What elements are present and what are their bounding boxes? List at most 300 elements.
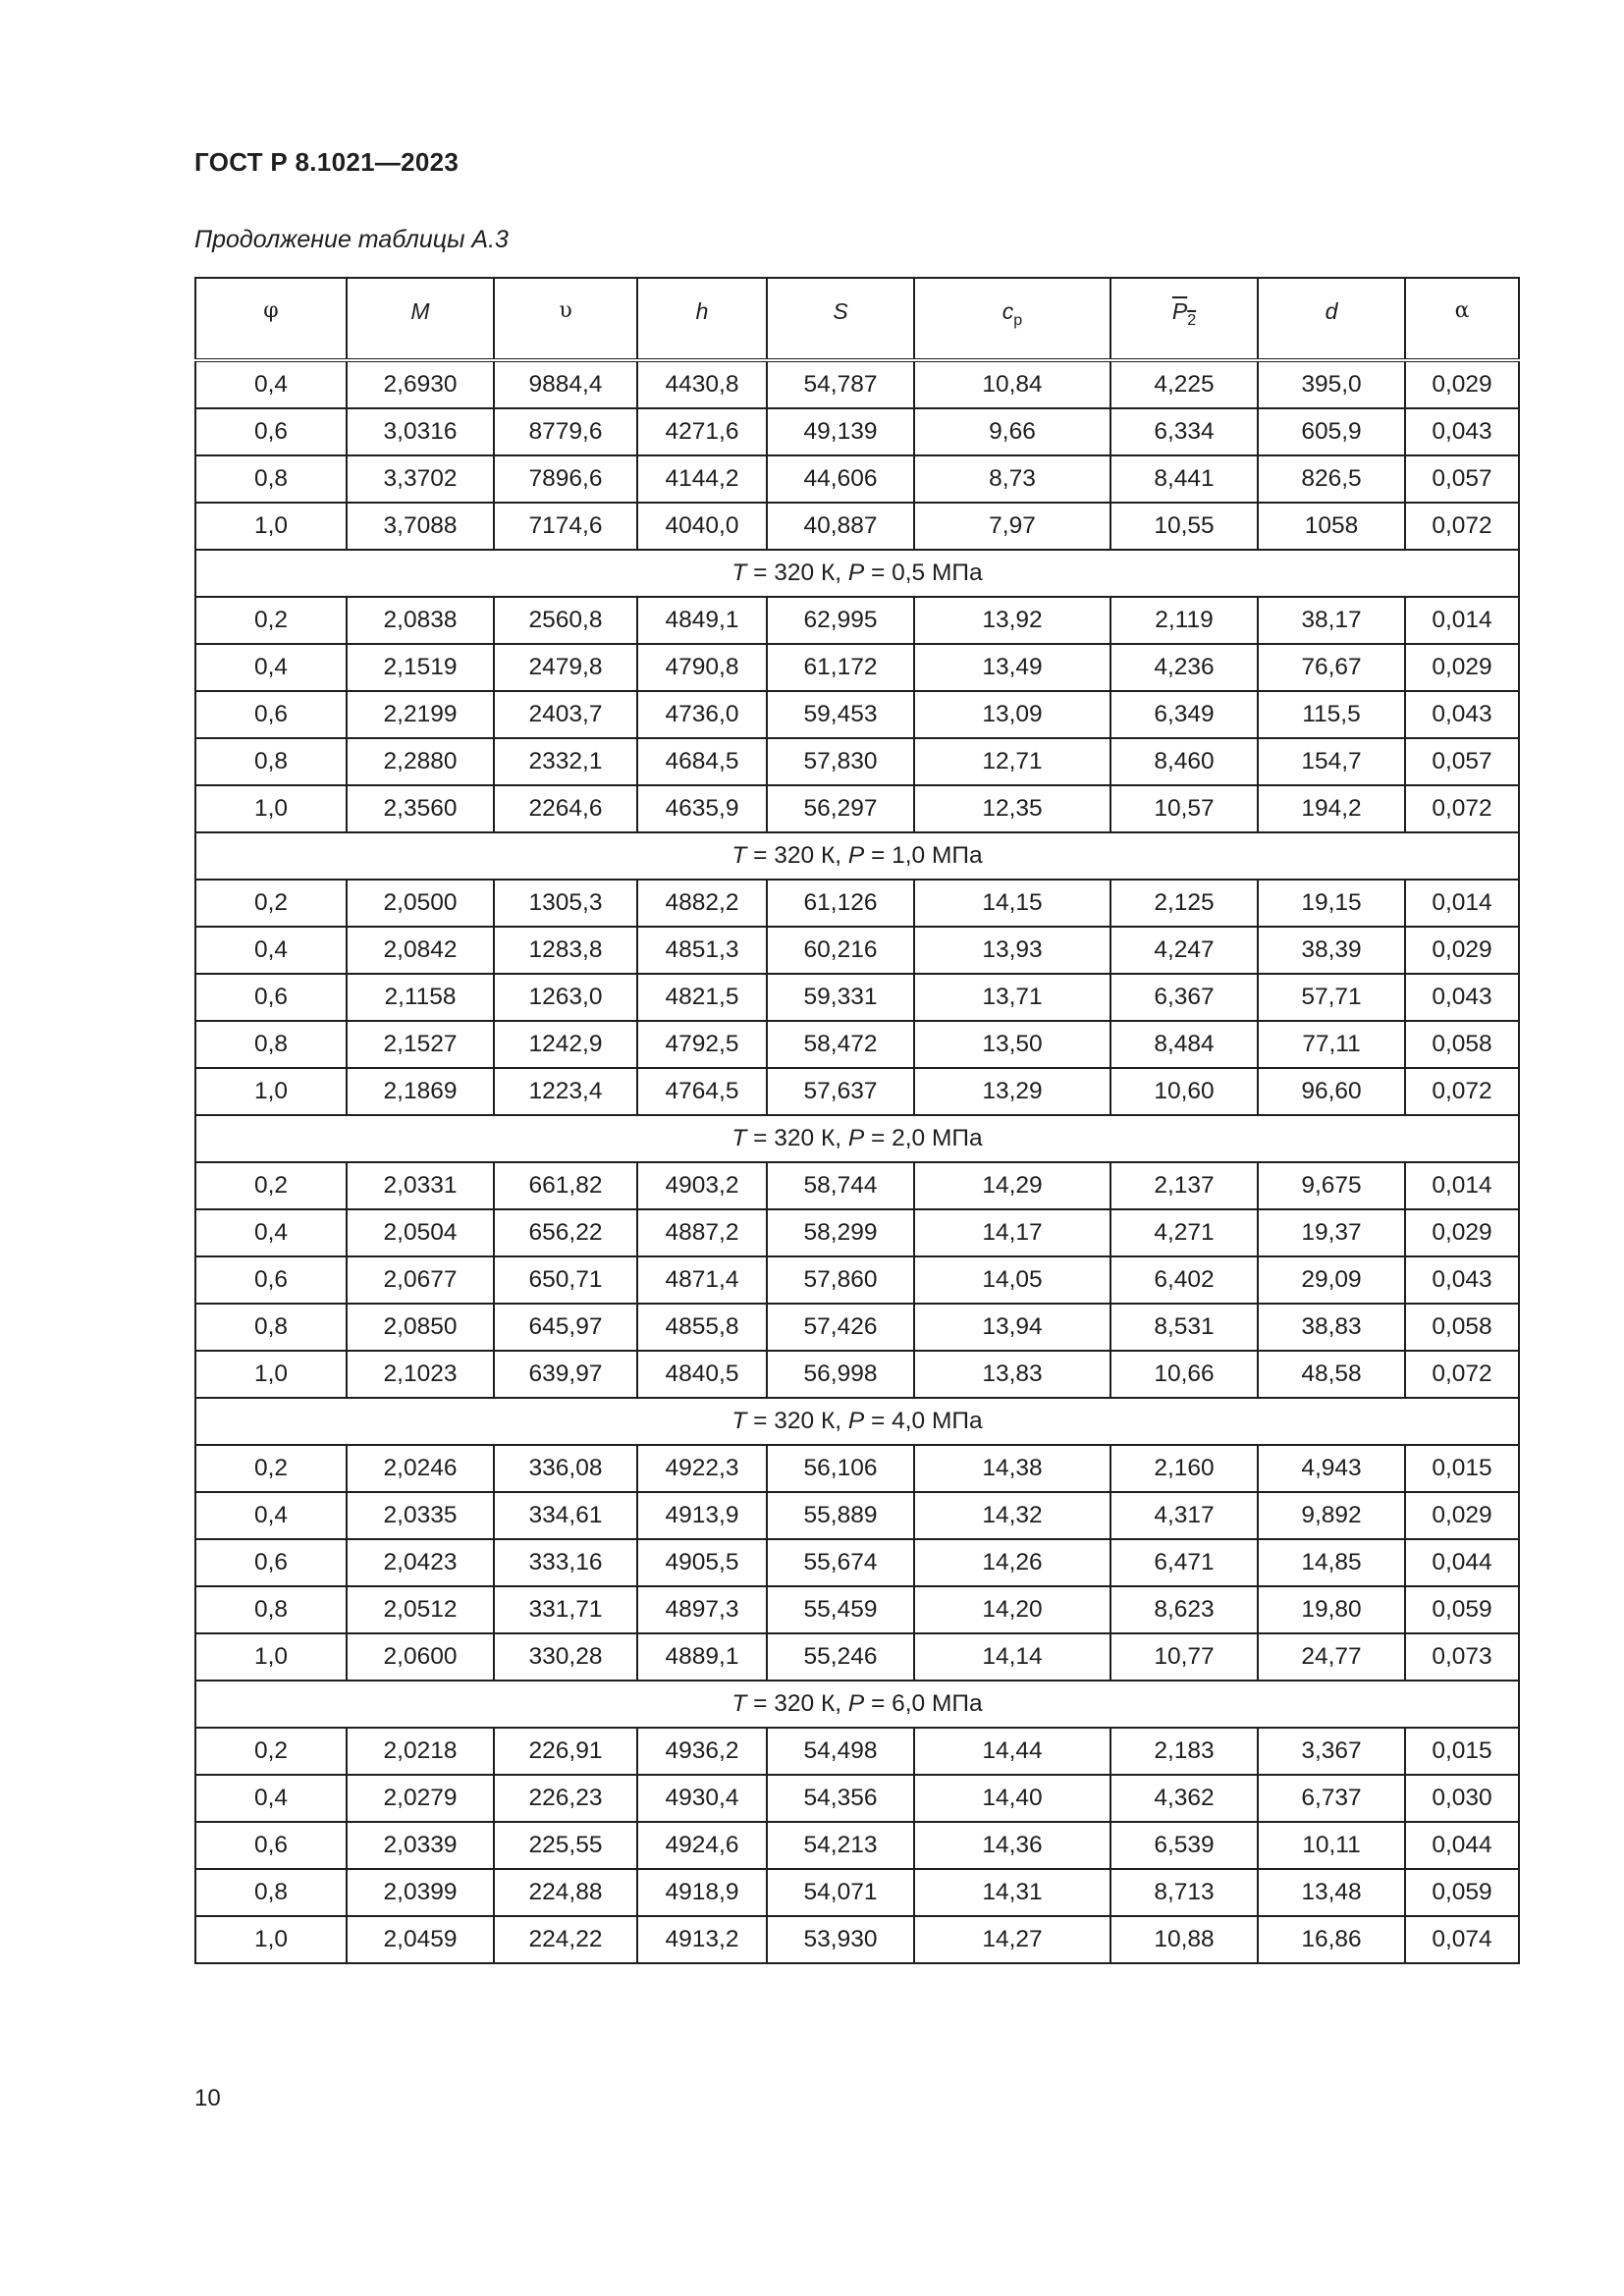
table-row xyxy=(195,1775,1519,1822)
column-header-h xyxy=(637,278,767,360)
cell-P2: 4,247 xyxy=(1110,927,1258,974)
cell-d: 19,37 xyxy=(1258,1209,1405,1256)
cell-cp: 14,17 xyxy=(914,1209,1110,1256)
cell-S: 56,106 xyxy=(767,1445,914,1492)
cell-P2: 10,77 xyxy=(1110,1633,1258,1681)
cell-P2: 2,137 xyxy=(1110,1162,1258,1209)
cell-v: 224,22 xyxy=(494,1916,637,1963)
cell-P2: 10,57 xyxy=(1110,785,1258,832)
cell-P2: 4,271 xyxy=(1110,1209,1258,1256)
cell-cp: 9,66 xyxy=(914,408,1110,455)
cell-P2: 8,441 xyxy=(1110,455,1258,503)
cell-v: 334,61 xyxy=(494,1492,637,1539)
cell-phi: 0,6 xyxy=(195,1539,347,1586)
cell-cp: 13,92 xyxy=(914,597,1110,644)
cell-h: 4871,4 xyxy=(637,1256,767,1304)
cell-P2: 10,88 xyxy=(1110,1916,1258,1963)
cell-phi: 0,8 xyxy=(195,1304,347,1351)
cell-cp: 14,27 xyxy=(914,1916,1110,1963)
cell-h: 4889,1 xyxy=(637,1633,767,1681)
column-header-subscript: 2 xyxy=(1187,312,1197,329)
cell-alpha: 0,044 xyxy=(1405,1822,1519,1869)
cell-d: 76,67 xyxy=(1258,644,1405,691)
cell-cp: 12,71 xyxy=(914,738,1110,785)
cell-phi: 0,4 xyxy=(195,1209,347,1256)
cell-v: 226,91 xyxy=(494,1728,637,1775)
table-row xyxy=(195,1068,1519,1115)
cell-cp: 14,31 xyxy=(914,1869,1110,1916)
group-header-cell: T = 320 К, P = 2,0 МПа xyxy=(195,1115,1519,1162)
cell-P2: 6,334 xyxy=(1110,408,1258,455)
cell-alpha: 0,057 xyxy=(1405,455,1519,503)
cell-phi: 0,6 xyxy=(195,1822,347,1869)
group-header-row xyxy=(195,832,1519,880)
table-row xyxy=(195,1256,1519,1304)
page-number: 10 xyxy=(194,2085,221,2111)
cell-cp: 13,71 xyxy=(914,974,1110,1021)
cell-M: 2,0850 xyxy=(347,1304,494,1351)
cell-M: 2,1158 xyxy=(347,974,494,1021)
cell-d: 154,7 xyxy=(1258,738,1405,785)
cell-M: 2,0246 xyxy=(347,1445,494,1492)
cell-P2: 2,160 xyxy=(1110,1445,1258,1492)
cell-alpha: 0,043 xyxy=(1405,691,1519,738)
cell-cp: 14,20 xyxy=(914,1586,1110,1633)
cell-h: 4851,3 xyxy=(637,927,767,974)
cell-alpha: 0,029 xyxy=(1405,644,1519,691)
cell-v: 8779,6 xyxy=(494,408,637,455)
cell-phi: 0,4 xyxy=(195,644,347,691)
cell-P2: 10,55 xyxy=(1110,503,1258,550)
cell-alpha: 0,014 xyxy=(1405,880,1519,927)
cell-alpha: 0,029 xyxy=(1405,360,1519,408)
cell-cp: 13,50 xyxy=(914,1021,1110,1068)
cell-phi: 1,0 xyxy=(195,1068,347,1115)
cell-v: 336,08 xyxy=(494,1445,637,1492)
table-row xyxy=(195,1492,1519,1539)
table-row xyxy=(195,785,1519,832)
cell-d: 19,15 xyxy=(1258,880,1405,927)
cell-phi: 1,0 xyxy=(195,1916,347,1963)
table-body xyxy=(195,360,1519,1963)
cell-cp: 14,14 xyxy=(914,1633,1110,1681)
cell-M: 2,1527 xyxy=(347,1021,494,1068)
cell-P2: 10,60 xyxy=(1110,1068,1258,1115)
cell-d: 6,737 xyxy=(1258,1775,1405,1822)
cell-M: 2,1023 xyxy=(347,1351,494,1398)
cell-alpha: 0,015 xyxy=(1405,1728,1519,1775)
cell-M: 2,0504 xyxy=(347,1209,494,1256)
document-header: ГОСТ Р 8.1021—2023 xyxy=(194,147,460,177)
cell-d: 395,0 xyxy=(1258,360,1405,408)
cell-d: 77,11 xyxy=(1258,1021,1405,1068)
cell-S: 49,139 xyxy=(767,408,914,455)
cell-alpha: 0,059 xyxy=(1405,1586,1519,1633)
cell-M: 2,3560 xyxy=(347,785,494,832)
cell-S: 58,744 xyxy=(767,1162,914,1209)
cell-S: 54,498 xyxy=(767,1728,914,1775)
cell-d: 3,367 xyxy=(1258,1728,1405,1775)
cell-v: 226,23 xyxy=(494,1775,637,1822)
cell-cp: 13,93 xyxy=(914,927,1110,974)
cell-M: 2,0423 xyxy=(347,1539,494,1586)
cell-d: 13,48 xyxy=(1258,1869,1405,1916)
cell-d: 38,17 xyxy=(1258,597,1405,644)
table-row xyxy=(195,360,1519,408)
cell-P2: 6,349 xyxy=(1110,691,1258,738)
cell-h: 4764,5 xyxy=(637,1068,767,1115)
cell-S: 57,860 xyxy=(767,1256,914,1304)
column-header-cp xyxy=(914,278,1110,360)
cell-h: 4792,5 xyxy=(637,1021,767,1068)
cell-cp: 14,29 xyxy=(914,1162,1110,1209)
cell-d: 10,11 xyxy=(1258,1822,1405,1869)
cell-M: 2,2199 xyxy=(347,691,494,738)
cell-alpha: 0,058 xyxy=(1405,1021,1519,1068)
cell-phi: 0,2 xyxy=(195,880,347,927)
column-header-alpha xyxy=(1405,278,1519,360)
cell-S: 59,331 xyxy=(767,974,914,1021)
table-row xyxy=(195,1539,1519,1586)
cell-h: 4684,5 xyxy=(637,738,767,785)
cell-cp: 13,09 xyxy=(914,691,1110,738)
cell-cp: 14,36 xyxy=(914,1822,1110,1869)
column-header-phi xyxy=(195,278,347,360)
cell-alpha: 0,015 xyxy=(1405,1445,1519,1492)
table-row xyxy=(195,1633,1519,1681)
column-header-P2 xyxy=(1110,278,1258,360)
column-header-label: h xyxy=(695,298,709,324)
cell-cp: 14,15 xyxy=(914,880,1110,927)
cell-v: 1223,4 xyxy=(494,1068,637,1115)
cell-d: 605,9 xyxy=(1258,408,1405,455)
cell-S: 55,246 xyxy=(767,1633,914,1681)
group-header-cell: T = 320 К, P = 1,0 МПа xyxy=(195,832,1519,880)
cell-d: 16,86 xyxy=(1258,1916,1405,1963)
cell-S: 54,787 xyxy=(767,360,914,408)
cell-h: 4849,1 xyxy=(637,597,767,644)
cell-d: 96,60 xyxy=(1258,1068,1405,1115)
cell-P2: 8,460 xyxy=(1110,738,1258,785)
cell-S: 54,356 xyxy=(767,1775,914,1822)
cell-M: 2,0339 xyxy=(347,1822,494,1869)
cell-alpha: 0,072 xyxy=(1405,785,1519,832)
cell-alpha: 0,029 xyxy=(1405,1492,1519,1539)
table-row xyxy=(195,1351,1519,1398)
cell-cp: 14,26 xyxy=(914,1539,1110,1586)
cell-S: 54,071 xyxy=(767,1869,914,1916)
group-header-row xyxy=(195,1115,1519,1162)
group-header-row xyxy=(195,550,1519,597)
cell-v: 2560,8 xyxy=(494,597,637,644)
table-row xyxy=(195,1916,1519,1963)
variable-symbol: T xyxy=(731,560,747,586)
cell-M: 3,0316 xyxy=(347,408,494,455)
cell-alpha: 0,029 xyxy=(1405,1209,1519,1256)
variable-symbol: T xyxy=(731,1408,747,1434)
cell-M: 2,2880 xyxy=(347,738,494,785)
cell-v: 1242,9 xyxy=(494,1021,637,1068)
cell-h: 4924,6 xyxy=(637,1822,767,1869)
variable-symbol: T xyxy=(731,842,747,869)
cell-P2: 2,125 xyxy=(1110,880,1258,927)
cell-alpha: 0,044 xyxy=(1405,1539,1519,1586)
table-row xyxy=(195,1822,1519,1869)
cell-M: 2,0399 xyxy=(347,1869,494,1916)
cell-alpha: 0,043 xyxy=(1405,974,1519,1021)
cell-P2: 8,531 xyxy=(1110,1304,1258,1351)
cell-P2: 4,362 xyxy=(1110,1775,1258,1822)
column-header-label: P xyxy=(1171,298,1188,324)
table-row xyxy=(195,927,1519,974)
table-row xyxy=(195,1445,1519,1492)
cell-P2: 6,402 xyxy=(1110,1256,1258,1304)
cell-P2: 4,236 xyxy=(1110,644,1258,691)
cell-v: 1283,8 xyxy=(494,927,637,974)
cell-v: 650,71 xyxy=(494,1256,637,1304)
cell-M: 2,0500 xyxy=(347,880,494,927)
variable-symbol: P xyxy=(847,1408,865,1434)
cell-h: 4882,2 xyxy=(637,880,767,927)
cell-alpha: 0,043 xyxy=(1405,1256,1519,1304)
table-row xyxy=(195,880,1519,927)
variable-symbol: P xyxy=(847,560,865,586)
table-row xyxy=(195,1304,1519,1351)
cell-S: 44,606 xyxy=(767,455,914,503)
cell-S: 53,930 xyxy=(767,1916,914,1963)
cell-h: 4897,3 xyxy=(637,1586,767,1633)
column-header-S xyxy=(767,278,914,360)
group-header-cell: T = 320 К, P = 6,0 МПа xyxy=(195,1681,1519,1728)
cell-phi: 1,0 xyxy=(195,1351,347,1398)
cell-d: 115,5 xyxy=(1258,691,1405,738)
cell-v: 330,28 xyxy=(494,1633,637,1681)
cell-M: 2,0512 xyxy=(347,1586,494,1633)
cell-cp: 14,32 xyxy=(914,1492,1110,1539)
cell-S: 61,126 xyxy=(767,880,914,927)
cell-h: 4144,2 xyxy=(637,455,767,503)
cell-P2: 4,317 xyxy=(1110,1492,1258,1539)
cell-phi: 0,8 xyxy=(195,1021,347,1068)
cell-phi: 0,2 xyxy=(195,1728,347,1775)
column-header-label: υ xyxy=(559,298,572,323)
table-row xyxy=(195,974,1519,1021)
cell-h: 4913,9 xyxy=(637,1492,767,1539)
cell-M: 2,1519 xyxy=(347,644,494,691)
group-header-row xyxy=(195,1398,1519,1445)
cell-S: 56,998 xyxy=(767,1351,914,1398)
cell-cp: 13,29 xyxy=(914,1068,1110,1115)
cell-v: 9884,4 xyxy=(494,360,637,408)
cell-v: 2479,8 xyxy=(494,644,637,691)
cell-phi: 0,4 xyxy=(195,1492,347,1539)
table-caption: Продолжение таблицы А.3 xyxy=(194,226,509,253)
cell-cp: 7,97 xyxy=(914,503,1110,550)
cell-h: 4271,6 xyxy=(637,408,767,455)
cell-v: 224,88 xyxy=(494,1869,637,1916)
table-row xyxy=(195,1209,1519,1256)
cell-alpha: 0,073 xyxy=(1405,1633,1519,1681)
cell-d: 194,2 xyxy=(1258,785,1405,832)
cell-h: 4635,9 xyxy=(637,785,767,832)
cell-S: 57,830 xyxy=(767,738,914,785)
cell-P2: 2,183 xyxy=(1110,1728,1258,1775)
cell-phi: 0,6 xyxy=(195,691,347,738)
cell-M: 2,0218 xyxy=(347,1728,494,1775)
cell-v: 2403,7 xyxy=(494,691,637,738)
variable-symbol: T xyxy=(731,1690,747,1717)
cell-P2: 2,119 xyxy=(1110,597,1258,644)
cell-cp: 14,38 xyxy=(914,1445,1110,1492)
cell-M: 2,0331 xyxy=(347,1162,494,1209)
column-header-label: φ xyxy=(263,298,279,323)
table-row xyxy=(195,691,1519,738)
cell-h: 4930,4 xyxy=(637,1775,767,1822)
column-header-label: M xyxy=(410,298,430,324)
column-header-d xyxy=(1258,278,1405,360)
cell-P2: 8,713 xyxy=(1110,1869,1258,1916)
cell-cp: 14,44 xyxy=(914,1728,1110,1775)
cell-S: 62,995 xyxy=(767,597,914,644)
cell-v: 1263,0 xyxy=(494,974,637,1021)
cell-phi: 1,0 xyxy=(195,785,347,832)
cell-S: 57,637 xyxy=(767,1068,914,1115)
table-row xyxy=(195,503,1519,550)
cell-alpha: 0,072 xyxy=(1405,1351,1519,1398)
cell-phi: 0,2 xyxy=(195,597,347,644)
cell-S: 61,172 xyxy=(767,644,914,691)
variable-symbol: P xyxy=(847,842,865,869)
cell-P2: 8,623 xyxy=(1110,1586,1258,1633)
column-header-label: α xyxy=(1454,298,1470,323)
cell-d: 24,77 xyxy=(1258,1633,1405,1681)
column-header-subscript: p xyxy=(1013,312,1023,329)
cell-P2: 10,66 xyxy=(1110,1351,1258,1398)
cell-d: 19,80 xyxy=(1258,1586,1405,1633)
cell-S: 56,297 xyxy=(767,785,914,832)
cell-M: 3,3702 xyxy=(347,455,494,503)
cell-phi: 0,4 xyxy=(195,1775,347,1822)
cell-d: 57,71 xyxy=(1258,974,1405,1021)
cell-alpha: 0,029 xyxy=(1405,927,1519,974)
cell-M: 2,0279 xyxy=(347,1775,494,1822)
cell-h: 4736,0 xyxy=(637,691,767,738)
column-header-label: c xyxy=(1001,298,1014,324)
cell-h: 4840,5 xyxy=(637,1351,767,1398)
cell-S: 55,889 xyxy=(767,1492,914,1539)
cell-phi: 0,2 xyxy=(195,1445,347,1492)
cell-phi: 0,2 xyxy=(195,1162,347,1209)
cell-alpha: 0,058 xyxy=(1405,1304,1519,1351)
table-row xyxy=(195,1162,1519,1209)
cell-d: 4,943 xyxy=(1258,1445,1405,1492)
cell-phi: 0,6 xyxy=(195,974,347,1021)
cell-M: 2,0600 xyxy=(347,1633,494,1681)
table-row xyxy=(195,738,1519,785)
column-header-label: d xyxy=(1325,298,1338,324)
cell-P2: 4,225 xyxy=(1110,360,1258,408)
cell-S: 58,472 xyxy=(767,1021,914,1068)
cell-alpha: 0,014 xyxy=(1405,1162,1519,1209)
overline-wrap xyxy=(1171,298,1197,329)
cell-alpha: 0,072 xyxy=(1405,1068,1519,1115)
cell-S: 55,674 xyxy=(767,1539,914,1586)
cell-v: 661,82 xyxy=(494,1162,637,1209)
cell-d: 826,5 xyxy=(1258,455,1405,503)
cell-S: 40,887 xyxy=(767,503,914,550)
cell-P2: 6,471 xyxy=(1110,1539,1258,1586)
cell-phi: 0,8 xyxy=(195,738,347,785)
data-table xyxy=(194,277,1520,1964)
cell-phi: 0,4 xyxy=(195,360,347,408)
table-row xyxy=(195,1869,1519,1916)
cell-alpha: 0,043 xyxy=(1405,408,1519,455)
cell-v: 656,22 xyxy=(494,1209,637,1256)
table-row xyxy=(195,597,1519,644)
cell-d: 48,58 xyxy=(1258,1351,1405,1398)
cell-S: 58,299 xyxy=(767,1209,914,1256)
cell-phi: 0,4 xyxy=(195,927,347,974)
cell-M: 2,0842 xyxy=(347,927,494,974)
cell-M: 2,0335 xyxy=(347,1492,494,1539)
cell-M: 3,7088 xyxy=(347,503,494,550)
cell-d: 38,39 xyxy=(1258,927,1405,974)
cell-P2: 6,367 xyxy=(1110,974,1258,1021)
cell-S: 60,216 xyxy=(767,927,914,974)
cell-alpha: 0,074 xyxy=(1405,1916,1519,1963)
cell-phi: 1,0 xyxy=(195,503,347,550)
cell-phi: 0,8 xyxy=(195,455,347,503)
cell-v: 639,97 xyxy=(494,1351,637,1398)
variable-symbol: T xyxy=(731,1125,747,1151)
cell-phi: 0,8 xyxy=(195,1586,347,1633)
cell-h: 4430,8 xyxy=(637,360,767,408)
variable-symbol: P xyxy=(847,1125,865,1151)
cell-M: 2,6930 xyxy=(347,360,494,408)
cell-h: 4855,8 xyxy=(637,1304,767,1351)
cell-M: 2,0459 xyxy=(347,1916,494,1963)
cell-cp: 12,35 xyxy=(914,785,1110,832)
cell-alpha: 0,057 xyxy=(1405,738,1519,785)
cell-alpha: 0,072 xyxy=(1405,503,1519,550)
cell-h: 4918,9 xyxy=(637,1869,767,1916)
cell-v: 7896,6 xyxy=(494,455,637,503)
cell-S: 59,453 xyxy=(767,691,914,738)
cell-cp: 14,40 xyxy=(914,1775,1110,1822)
cell-h: 4905,5 xyxy=(637,1539,767,1586)
group-header-cell: T = 320 К, P = 4,0 МПа xyxy=(195,1398,1519,1445)
table-row xyxy=(195,1728,1519,1775)
cell-h: 4887,2 xyxy=(637,1209,767,1256)
cell-v: 2264,6 xyxy=(494,785,637,832)
cell-cp: 13,49 xyxy=(914,644,1110,691)
cell-v: 645,97 xyxy=(494,1304,637,1351)
cell-h: 4821,5 xyxy=(637,974,767,1021)
cell-phi: 0,8 xyxy=(195,1869,347,1916)
cell-cp: 8,73 xyxy=(914,455,1110,503)
cell-phi: 1,0 xyxy=(195,1633,347,1681)
cell-h: 4790,8 xyxy=(637,644,767,691)
cell-v: 7174,6 xyxy=(494,503,637,550)
cell-h: 4922,3 xyxy=(637,1445,767,1492)
cell-cp: 14,05 xyxy=(914,1256,1110,1304)
column-header-M xyxy=(347,278,494,360)
cell-d: 9,892 xyxy=(1258,1492,1405,1539)
cell-v: 333,16 xyxy=(494,1539,637,1586)
table-row xyxy=(195,1586,1519,1633)
column-header-label: S xyxy=(833,298,848,324)
table-row xyxy=(195,644,1519,691)
